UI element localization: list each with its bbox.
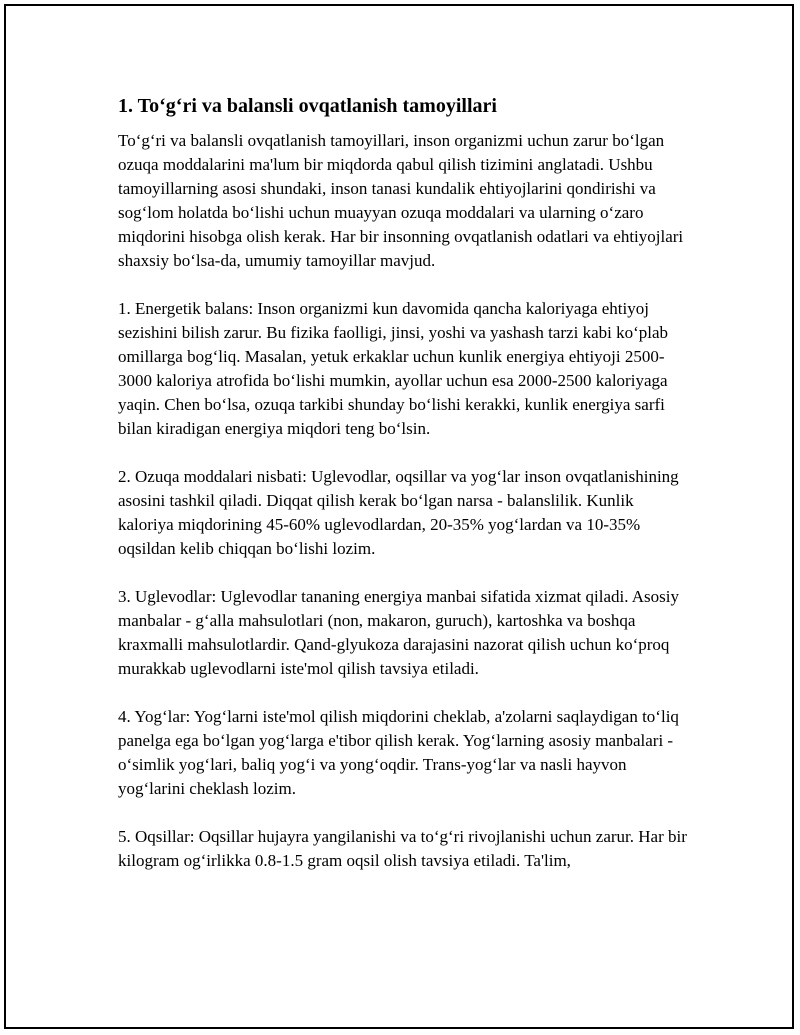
paragraph-carbohydrates: 3. Uglevodlar: Uglevodlar tananing energiya manbai sifatida xizmat qiladi. Asosiy manbalar - g‘alla mahsulotlari (non, makaron, guruch), kartoshka va boshqa kraxmalli mahsulotlardir. Qand-glyukoza darajasini nazorat qilish uchun ko‘proq murakkab uglevodlarni iste'mol qilish tavsiya etiladi. — [118, 587, 680, 678]
paragraph-proteins: 5. Oqsillar: Oqsillar hujayra yangilanishi va to‘g‘ri rivojlanishi uchun zarur. Har bir kilogram og‘irlikka 0.8-1.5 gram oqsil olish tavsiya etiladi. Ta'lim, — [118, 827, 687, 870]
section-title: 1. To‘g‘ri va balansli ovqatlanish tamoyillari — [118, 95, 497, 117]
intro-paragraph: To‘g‘ri va balansli ovqatlanish tamoyillari, inson organizmi uchun zarur bo‘lgan ozuqa moddalarini ma'lum bir miqdorda qabul qilish tizimini anglatadi. Ushbu tamoyillarning asosi shundaki, inson tanasi kundalik ehtiyojlarini qondirishi va sog‘lom holatda bo‘lishi uchun muayyan ozuqa moddalari va ularning o‘zaro miqdorini hisobga olish kerak. Har bir insonning ovqatlanish odatlari va ehtiyojlari shaxsiy bo‘lsa-da, umumiy tamoyillar mavjud. — [118, 131, 684, 270]
document-body — [118, 92, 688, 897]
paragraph-nutrient-ratio: 2. Ozuqa moddalari nisbati: Uglevodlar, oqsillar va yog‘lar inson ovqatlanishining asosini tashkil qiladi. Diqqat qilish kerak bo‘lgan narsa - balanslilik. Kunlik kaloriya miqdorining 45-60% uglevodlardan, 20-35% yog‘lardan va 10-35% oqsildan kelib chiqqan bo‘lishi lozim. — [118, 467, 679, 558]
paragraph-fats: 4. Yog‘lar: Yog‘larni iste'mol qilish miqdorini cheklab, a'zolarni saqlaydigan to‘liq panelga ega bo‘lgan yog‘larga e'tibor qilish kerak. Yog‘larning asosiy manbalari - o‘simlik yog‘lari, baliq yog‘i va yong‘oqdir. Trans-yog‘lar va nasli hayvon yog‘larini cheklash lozim. — [118, 707, 679, 798]
paragraph-energy-balance: 1. Energetik balans: Inson organizmi kun davomida qancha kaloriyaga ehtiyoj sezishini bilish zarur. Bu fizika faolligi, jinsi, yoshi va yashash tarzi kabi ko‘plab omillarga bog‘liq. Masalan, yetuk erkaklar uchun kunlik energiya ehtiyoji 2500-3000 kaloriya atrofida bo‘lishi mumkin, ayollar uchun esa 2000-2500 kaloriyaga yaqin. Chen bo‘lsa, ozuqa tarkibi shunday bo‘lishi kerakki, kunlik energiya sarfi bilan kiradigan energiya miqdori teng bo‘lsin. — [118, 299, 669, 438]
